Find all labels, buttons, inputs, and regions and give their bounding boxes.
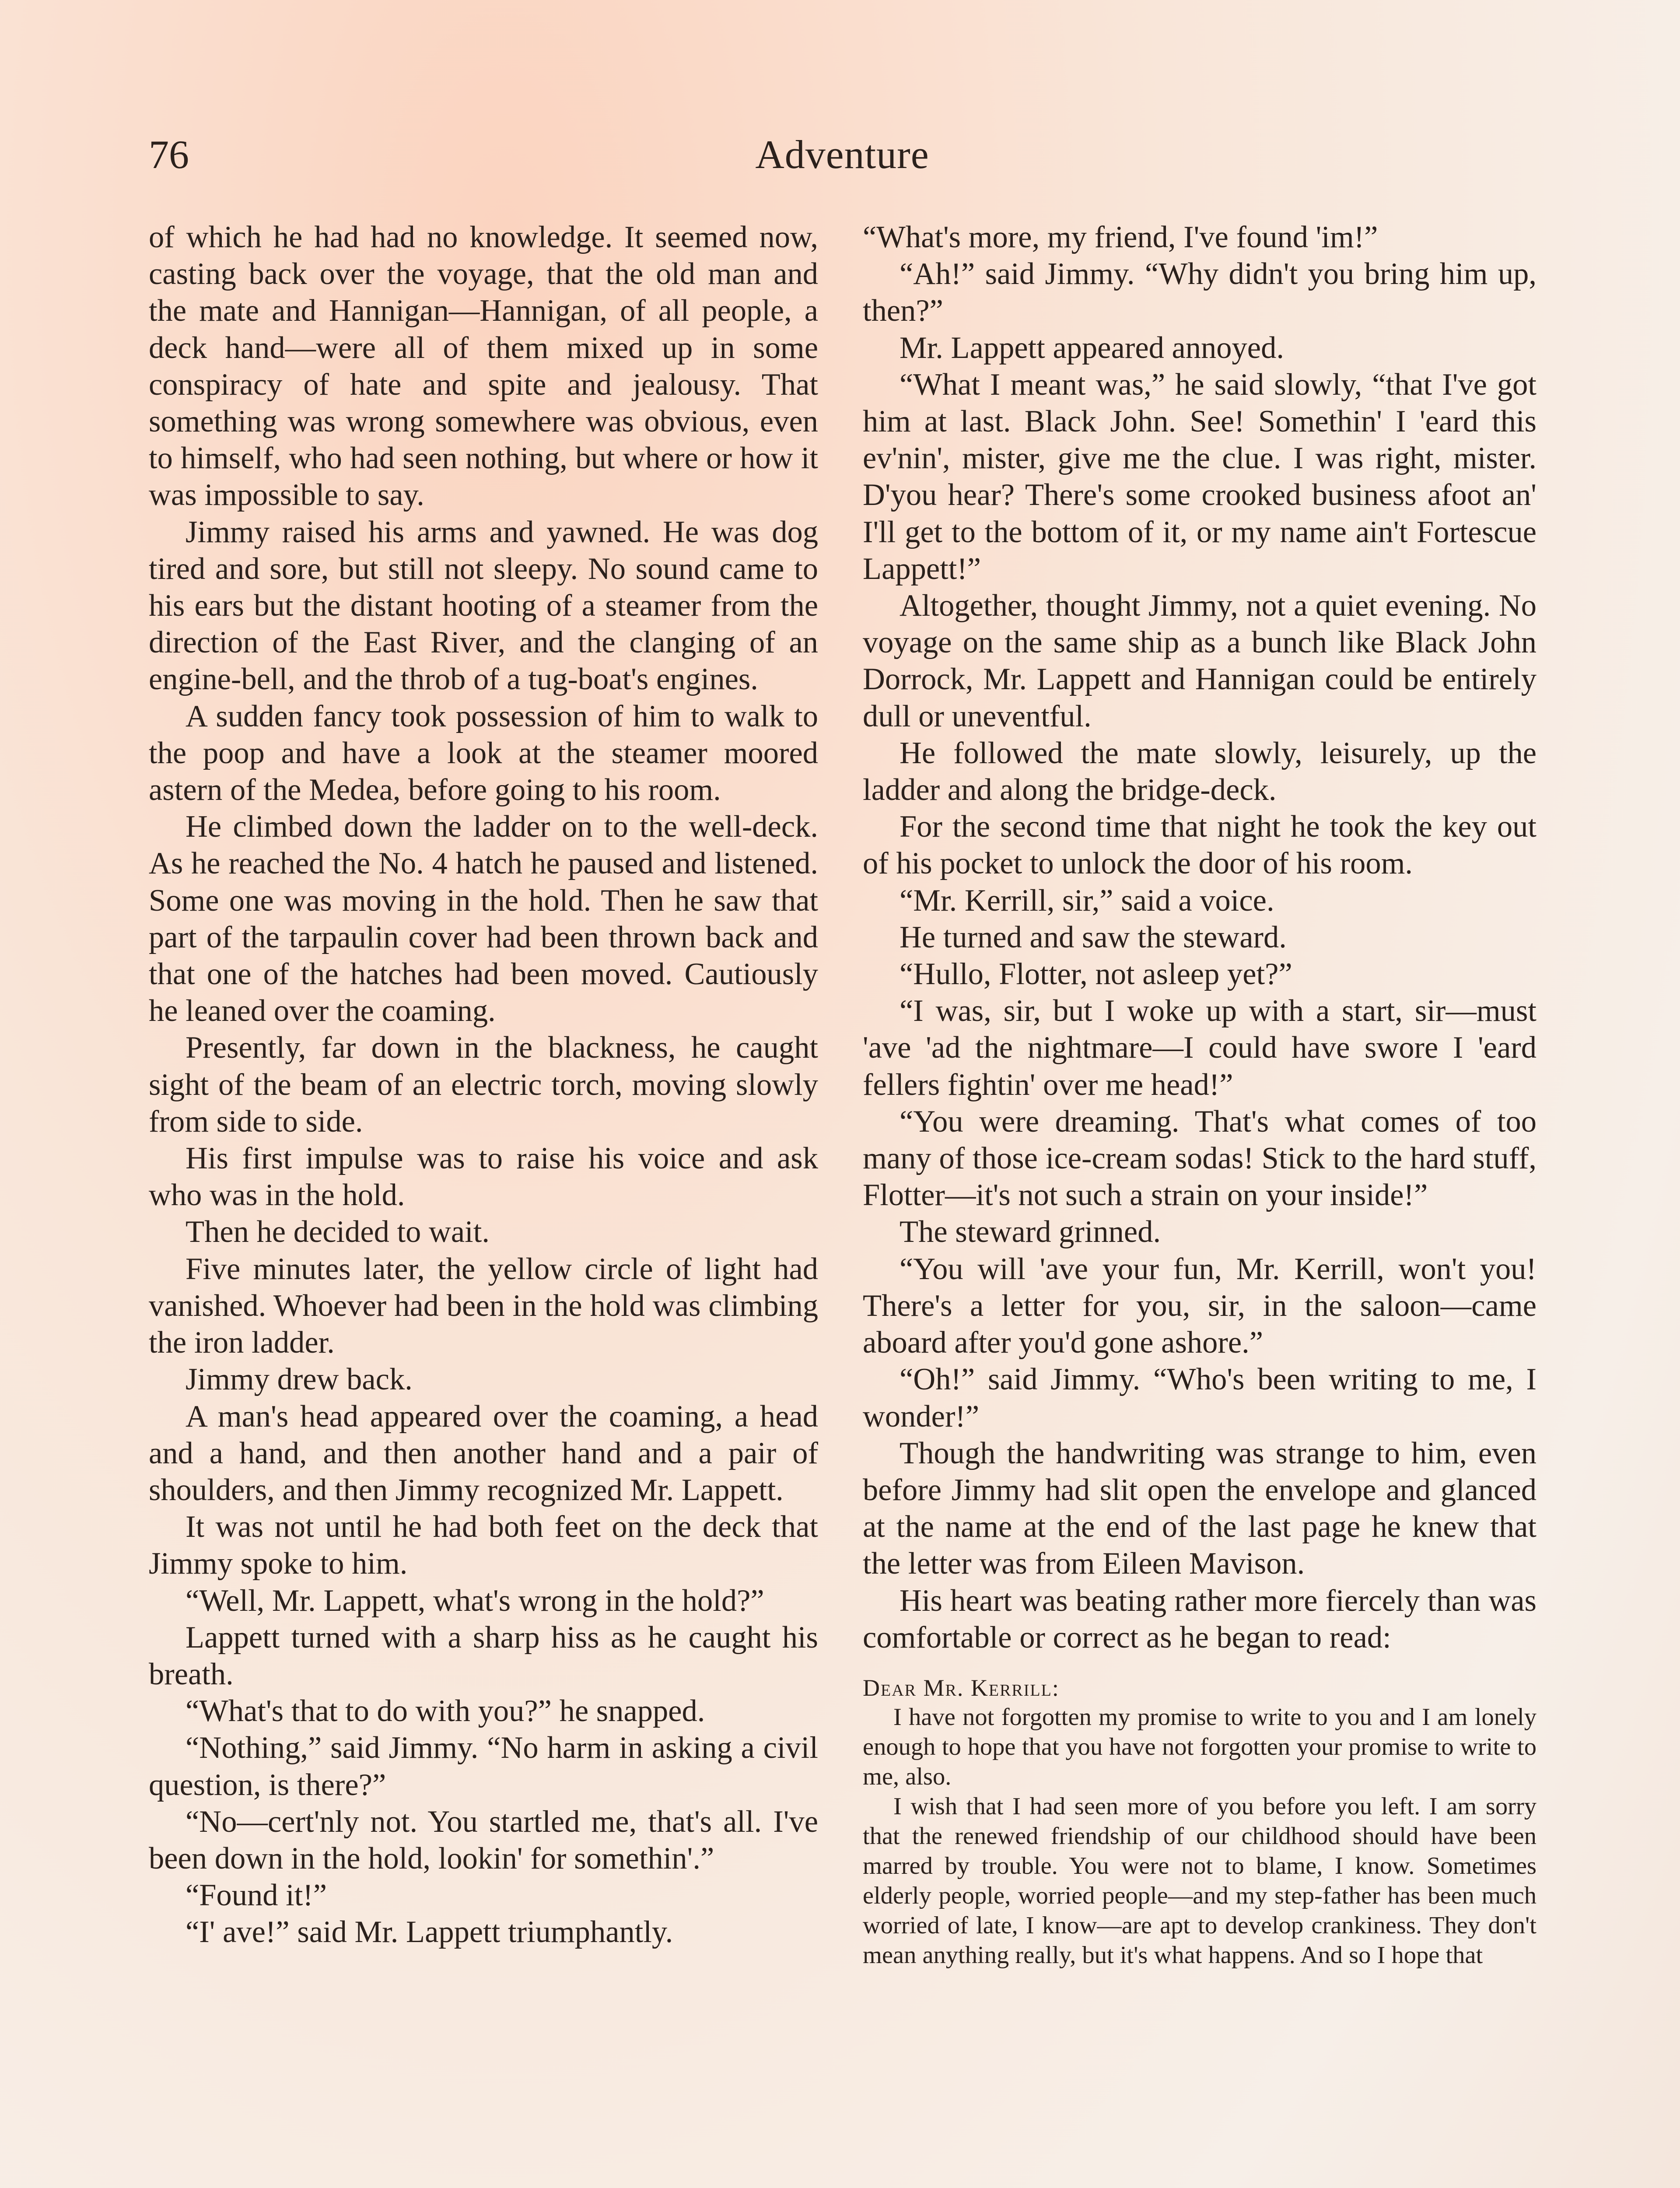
paragraph: Lappett turned with a sharp hiss as he caught his breath. — [149, 1620, 818, 1691]
paragraph: A man's head appeared over the coaming, a head and a hand, and then another hand and a pair of shoulders, and then Jimmy recognized Mr. Lappett. — [149, 1399, 818, 1507]
paragraph: His first impulse was to raise his voice and ask who was in the hold. — [149, 1141, 818, 1213]
paragraph: “Mr. Kerrill, sir,” said a voice. — [900, 883, 1274, 918]
page-number: 76 — [149, 132, 189, 177]
running-head: Adventure — [755, 132, 929, 177]
paragraph: “I' ave!” said Mr. Lappett triumphantly. — [186, 1915, 673, 1950]
paragraph: “Hullo, Flotter, not asleep yet?” — [900, 957, 1292, 992]
paragraph: “Ah!” said Jimmy. “Why didn't you bring him up, then?” — [863, 257, 1536, 328]
paragraph: Though the handwriting was strange to him, even before Jimmy had slit open the envelope and glanced at the name at the end of the last page he knew that the letter was from Eileen Mavison. — [863, 1436, 1536, 1581]
paragraph: “Nothing,” said Jimmy. “No harm in asking a civil question, is there?” — [149, 1731, 818, 1802]
letter-excerpt — [863, 1673, 1536, 1970]
paragraph: For the second time that night he took the key out of his pocket to unlock the door of his room. — [863, 810, 1536, 881]
letter-salutation: Dear Mr. Kerrill: — [863, 1674, 1060, 1701]
paragraph: “You will 'ave your fun, Mr. Kerrill, won't you! There's a letter for you, sir, in the saloon—came aboard after you'd gone ashore.” — [863, 1252, 1536, 1360]
left-column — [149, 219, 818, 1951]
paragraph: Mr. Lappett appeared annoyed. — [900, 330, 1284, 365]
letter-paragraph: I wish that I had seen more of you before you left. I am sorry that the renewed friendship of our childhood should have been marred by trouble. You were not to blame, I know. Sometimes elderly people, worried people—and my step-father has been much worried of late, I know—are apt to develop crankiness. They don't mean anything really, but it's what happens. And so I hope that — [863, 1792, 1536, 1969]
paragraph: “Found it!” — [186, 1878, 327, 1913]
paragraph: It was not until he had both feet on the deck that Jimmy spoke to him. — [149, 1510, 818, 1581]
paragraph: “What I meant was,” he said slowly, “that I've got him at last. Black John. See! Somethin' I 'eard this ev'nin', mister, give me the clue. I was right, mister. D'you hear? There's some crooked business afoot an' I'll get to the bottom of it, or my name ain't Fortescue Lappett!” — [863, 367, 1536, 586]
paragraph: Five minutes later, the yellow circle of light had vanished. Whoever had been in the hold was climbing the iron ladder. — [149, 1252, 818, 1360]
paragraph: Jimmy raised his arms and yawned. He was dog tired and sore, but still not sleepy. No sound came to his ears but the distant hooting of a steamer from the direction of the East River, and the clanging of an engine-bell, and the throb of a tug-boat's engines. — [149, 515, 818, 697]
paragraph: The steward grinned. — [900, 1215, 1161, 1249]
paragraph: He followed the mate slowly, leisurely, up the ladder and along the bridge-deck. — [863, 736, 1536, 807]
paragraph: Presently, far down in the blackness, he caught sight of the beam of an electric torch, moving slowly from side to side. — [149, 1031, 818, 1139]
paragraph: Altogether, thought Jimmy, not a quiet evening. No voyage on the same ship as a bunch like Black John Dorrock, Mr. Lappett and Hannigan could be entirely dull or uneventful. — [863, 589, 1536, 733]
paragraph: “I was, sir, but I woke up with a start, sir—must 'ave 'ad the nightmare—I could have swore I 'eard fellers fightin' over me head!” — [863, 994, 1536, 1102]
paragraph: “What's that to do with you?” he snapped. — [186, 1694, 705, 1729]
paragraph: Jimmy drew back. — [186, 1362, 413, 1397]
paragraph: “What's more, my friend, I've found 'im!” — [863, 220, 1378, 254]
paragraph: “Oh!” said Jimmy. “Who's been writing to me, I wonder!” — [863, 1362, 1536, 1434]
right-column — [863, 219, 1536, 1970]
paragraph: He climbed down the ladder on to the well-deck. As he reached the No. 4 hatch he paused and listened. Some one was moving in the hold. Then he saw that part of the tarpaulin cover had been thrown back and that one of the hatches had been moved. Cautiously he leaned over the coaming. — [149, 810, 818, 1028]
page-header — [149, 131, 1536, 184]
paragraph: “Well, Mr. Lappett, what's wrong in the hold?” — [186, 1583, 764, 1618]
paragraph: “No—cert'nly not. You startled me, that's all. I've been down in the hold, lookin' for somethin'.” — [149, 1804, 818, 1876]
paragraph: A sudden fancy took possession of him to walk to the poop and have a look at the steamer moored astern of the Medea, before going to his room. — [149, 699, 818, 807]
paragraph: His heart was beating rather more fiercely than was comfortable or correct as he began to read: — [863, 1583, 1536, 1655]
paragraph: Then he decided to wait. — [186, 1215, 490, 1249]
letter-paragraph: I have not forgotten my promise to write to you and I am lonely enough to hope that you have not forgotten your promise to write to me, also. — [863, 1703, 1536, 1790]
paragraph: of which he had had no knowledge. It seemed now, casting back over the voyage, that the old man and the mate and Hannigan—Hannigan, of all people, a deck hand—were all of them mixed up in some conspiracy of hate and spite and jealousy. That something was wrong somewhere was obvious, even to himself, who had seen nothing, but where or how it was impossible to say. — [149, 220, 818, 512]
paragraph: “You were dreaming. That's what comes of too many of those ice-cream sodas! Stick to the hard stuff, Flotter—it's not such a strain on your inside!” — [863, 1104, 1536, 1213]
paragraph: He turned and saw the steward. — [900, 920, 1287, 954]
